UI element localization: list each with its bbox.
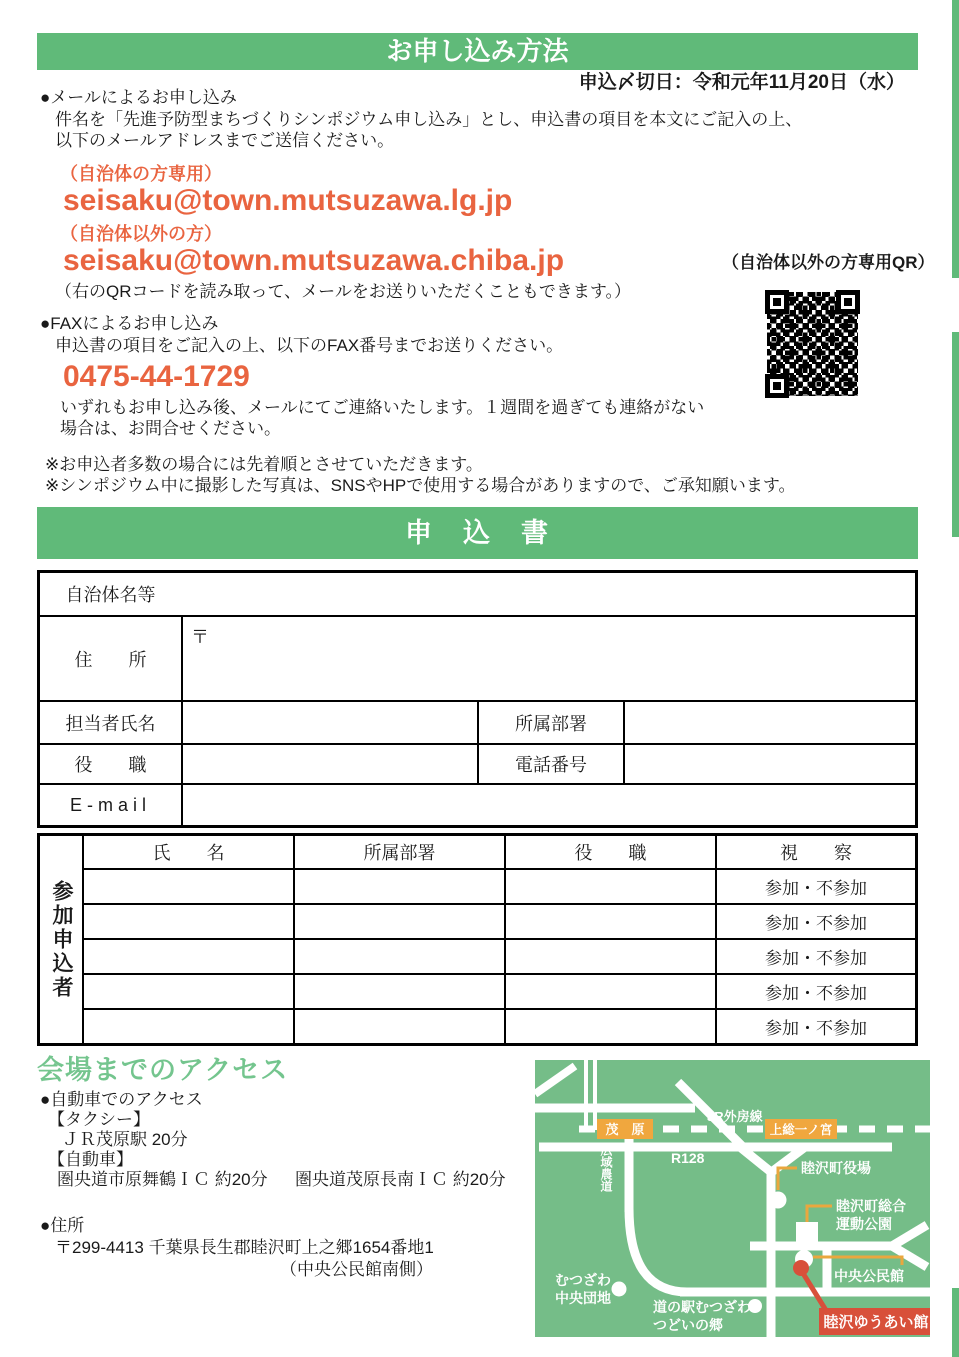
qr-label: （自治体以外の方専用QR）	[722, 253, 935, 272]
map-wide-area-road-label: 広域農道	[599, 1144, 613, 1192]
field-organization	[181, 573, 915, 615]
page-edge-stripe-top	[952, 0, 959, 278]
fax-apply-line1: 申込書の項目をご記入の上、以下のFAX番号までお送りください。	[55, 336, 564, 355]
col-header-inspection: 視 察	[715, 836, 915, 868]
participant-row-4-department	[293, 973, 504, 1008]
mail-apply-line2: 以下のメールアドレスまでご送信ください。	[55, 131, 395, 150]
mail-apply-line1: 件名を「先進予防型まちづくりシンポジウム申し込み」とし、申込書の項目を本文にご記入の上、	[55, 110, 803, 129]
access-map-svg	[535, 1060, 930, 1337]
label-phone: 電話番号	[477, 743, 623, 783]
participant-row-4-inspection: 参加・不参加	[715, 973, 915, 1008]
participant-row-2-position	[504, 903, 715, 938]
qr-finder-bottom-left	[765, 374, 789, 398]
field-contact-name	[181, 700, 477, 743]
label-department: 所属部署	[477, 700, 623, 743]
map-park-label-line2: 運動公園	[836, 1216, 892, 1232]
gov-email-address: seisaku@town.mutsuzawa.lg.jp	[63, 184, 513, 217]
map-venue-label: 睦沢ゆうあい館	[823, 1314, 929, 1331]
map-station-mobara-label: 茂 原	[605, 1122, 645, 1137]
note-first-come: ※お申込者多数の場合には先着順とさせていただきます。	[45, 455, 483, 474]
mail-apply-heading: ●メールによるお申し込み	[40, 88, 237, 107]
access-taxi-label: 【タクシー】	[48, 1110, 150, 1129]
label-address: 住 所	[40, 615, 181, 700]
fax-apply-heading: ●FAXによるお申し込み	[40, 314, 219, 333]
application-form-table	[37, 570, 918, 828]
note-photos: ※シンポジウム中に撮影した写真は、SNSやHPで使用する場合がありますので、ご承知願います。	[45, 476, 796, 495]
non-gov-label: （自治体以外の方）	[60, 224, 222, 244]
participant-row-5-inspection: 参加・不参加	[715, 1008, 915, 1043]
label-contact-name: 担当者氏名	[40, 700, 181, 743]
map-michinoeki-label-line1: 道の駅むつざわ	[653, 1299, 751, 1315]
participant-row-1-inspection: 参加・不参加	[715, 868, 915, 903]
map-venue-marker	[793, 1260, 809, 1276]
participant-row-5-name	[82, 1008, 293, 1043]
application-deadline: 申込〆切日：令和元年11月20日（水）	[578, 72, 905, 93]
map-park-marker	[796, 1222, 818, 1243]
reply-note-line1: いずれもお申し込み後、メールにてご連絡いたします。１週間を過ぎても連絡がない	[60, 398, 705, 417]
gov-only-label: （自治体の方専用）	[60, 164, 222, 184]
field-phone	[623, 743, 915, 783]
venue-address-heading: ●住所	[40, 1216, 85, 1235]
reply-note-line2: 場合は、お問合せください。	[60, 419, 281, 438]
access-car-info-1: 圏央道市原舞鶴ＩＣ 約20分	[57, 1170, 268, 1189]
access-taxi-info: ＪＲ茂原駅 20分	[62, 1130, 188, 1149]
participants-side-label: 参加申込者	[50, 879, 73, 1000]
participant-row-5-position	[504, 1008, 715, 1043]
field-address: 〒	[181, 615, 915, 700]
participant-row-2-department	[293, 903, 504, 938]
page-edge-stripe-bottom	[952, 1288, 959, 1357]
access-car-label: 【自動車】	[48, 1150, 133, 1169]
participant-row-4-name	[82, 973, 293, 1008]
map-danchi-marker	[612, 1282, 627, 1297]
access-car-info-2: 圏央道茂原長南ＩＣ 約20分	[295, 1170, 506, 1189]
col-header-name: 氏 名	[82, 836, 293, 868]
participant-row-2-inspection: 参加・不参加	[715, 903, 915, 938]
map-michinoeki-label-line2: つどいの郷	[653, 1317, 723, 1333]
participant-row-3-name	[82, 938, 293, 973]
participant-row-1-position	[504, 868, 715, 903]
venue-address-line2: （中央公民館南側）	[280, 1260, 433, 1279]
map-town-hall-label: 睦沢町役場	[801, 1160, 871, 1176]
label-email: E-mail	[40, 783, 181, 825]
col-header-department: 所属部署	[293, 836, 504, 868]
participants-table	[37, 833, 918, 1046]
qr-finder-top-left	[765, 290, 789, 314]
label-position: 役 職	[40, 743, 181, 783]
participant-row-3-position	[504, 938, 715, 973]
participant-row-2-name	[82, 903, 293, 938]
map-danchi-label-line2: 中央団地	[555, 1290, 611, 1306]
field-position	[181, 743, 477, 783]
access-heading: 会場までのアクセス	[37, 1055, 289, 1085]
participant-row-3-inspection: 参加・不参加	[715, 938, 915, 973]
qr-code	[763, 288, 862, 400]
participant-row-3-department	[293, 938, 504, 973]
map-station-kazusa-label: 上総一ノ宮	[769, 1123, 833, 1137]
label-organization: 自治体名等	[65, 585, 156, 605]
section-title-how-to-apply: お申し込み方法	[37, 33, 918, 70]
non-gov-email-address: seisaku@town.mutsuzawa.chiba.jp	[63, 244, 565, 277]
field-email	[181, 783, 915, 825]
field-department	[623, 700, 915, 743]
access-map	[535, 1060, 930, 1337]
qr-note: （右のQRコードを読み取って、メールをお送りいただくこともできます。）	[55, 282, 631, 301]
access-car-heading: ●自動車でのアクセス	[40, 1090, 203, 1109]
qr-finder-top-right	[836, 290, 860, 314]
col-header-position: 役 職	[504, 836, 715, 868]
map-community-center-label: 中央公民館	[834, 1268, 904, 1284]
participant-row-4-position	[504, 973, 715, 1008]
fax-number: 0475-44-1729	[63, 360, 250, 393]
participant-row-1-name	[82, 868, 293, 903]
map-danchi-label-line1: むつざわ	[555, 1272, 611, 1288]
page-edge-stripe-middle	[952, 332, 959, 537]
map-rail-line-label: JR外房線	[707, 1109, 763, 1124]
map-route-r128-label: R128	[671, 1150, 705, 1166]
participant-row-1-department	[293, 868, 504, 903]
map-town-hall-marker	[770, 1192, 787, 1209]
map-park-label-line1: 睦沢町総合	[836, 1198, 906, 1214]
venue-address-line1: 〒299-4413 千葉県長生郡睦沢町上之郷1654番地1	[55, 1238, 434, 1257]
section-title-application-form: 申 込 書	[37, 507, 918, 559]
participant-row-5-department	[293, 1008, 504, 1043]
